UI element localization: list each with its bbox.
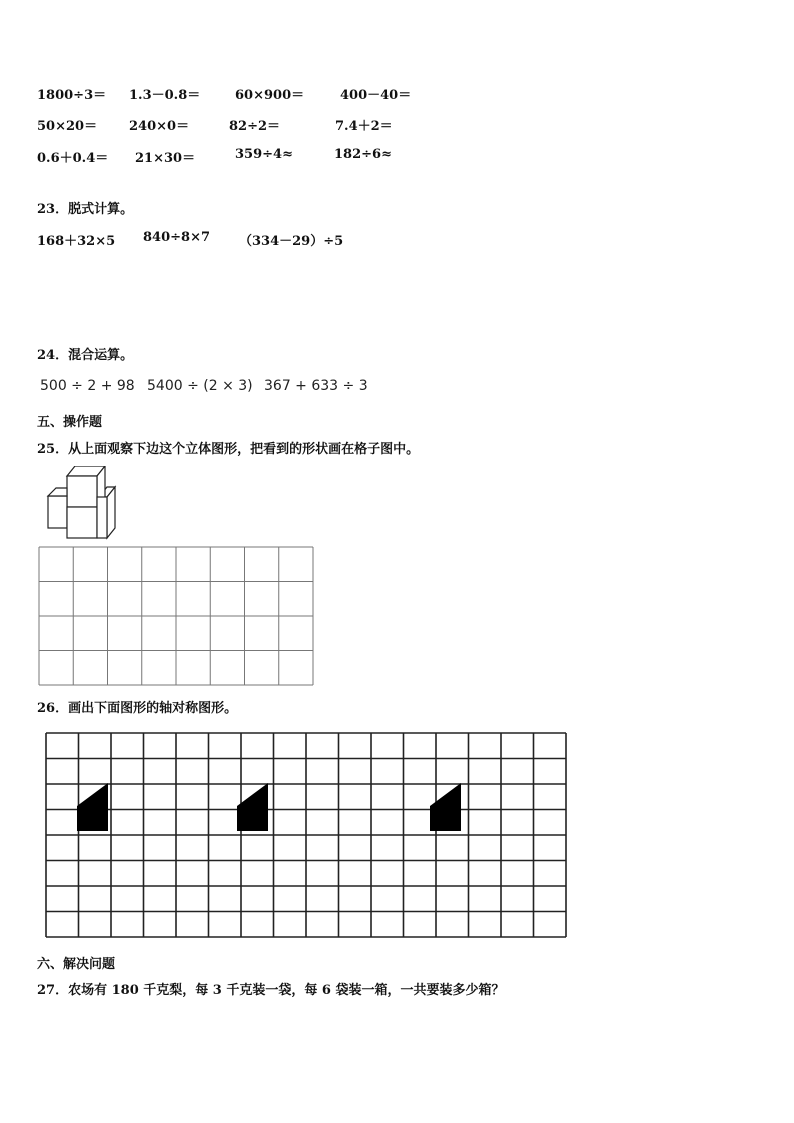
oral-calc-2-4: 7.4＋2＝ [335, 119, 393, 134]
oral-calc-1-3: 60×900＝ [235, 88, 305, 103]
oral-calc-1-4: 400－40＝ [340, 88, 412, 103]
q26-shape-1 [77, 783, 108, 831]
q26-shape-3 [430, 783, 461, 831]
oral-calc-1-2: 1.3－0.8＝ [129, 88, 201, 103]
section-5-title: 五、操作题 [37, 415, 103, 430]
q26-grid[interactable] [44, 731, 568, 939]
q24-item-1: 500 ÷ 2 + 98 [40, 378, 135, 394]
oral-calc-2-2: 240×0＝ [129, 119, 190, 134]
q26-title: 26．画出下面图形的轴对称图形。 [37, 701, 238, 716]
q24-title: 24．混合运算。 [37, 348, 134, 363]
q23-item-2: 840÷8×7 [143, 230, 211, 245]
q23-item-3: （334－29）÷5 [239, 234, 344, 249]
oral-calc-1-1: 1800÷3＝ [37, 88, 107, 103]
oral-calc-3-3: 359÷4≈ [235, 147, 293, 162]
cube-figure [46, 466, 126, 540]
grid25-lines [39, 547, 313, 685]
q24-item-3: 367 + 633 ÷ 3 [264, 378, 368, 394]
oral-calc-2-1: 50×20＝ [37, 119, 98, 134]
grid26-lines [46, 733, 566, 937]
oral-calc-3-2: 21×30＝ [135, 151, 196, 166]
q27-title: 27．农场有 180 千克梨，每 3 千克装一袋，每 6 袋装一箱，一共要装多少箱？ [37, 983, 505, 998]
section-6-title: 六、解决问题 [37, 957, 116, 972]
q24-item-2: 5400 ÷ (2 × 3) [147, 378, 253, 394]
oral-calc-2-3: 82÷2＝ [229, 119, 281, 134]
q25-grid[interactable] [38, 546, 314, 686]
q23-item-1: 168＋32×5 [37, 234, 116, 249]
oral-calc-3-4: 182÷6≈ [334, 147, 392, 162]
q25-title: 25．从上面观察下边这个立体图形，把看到的形状画在格子图中。 [37, 442, 420, 457]
oral-calc-3-1: 0.6＋0.4＝ [37, 151, 109, 166]
q23-title: 23．脱式计算。 [37, 202, 134, 217]
